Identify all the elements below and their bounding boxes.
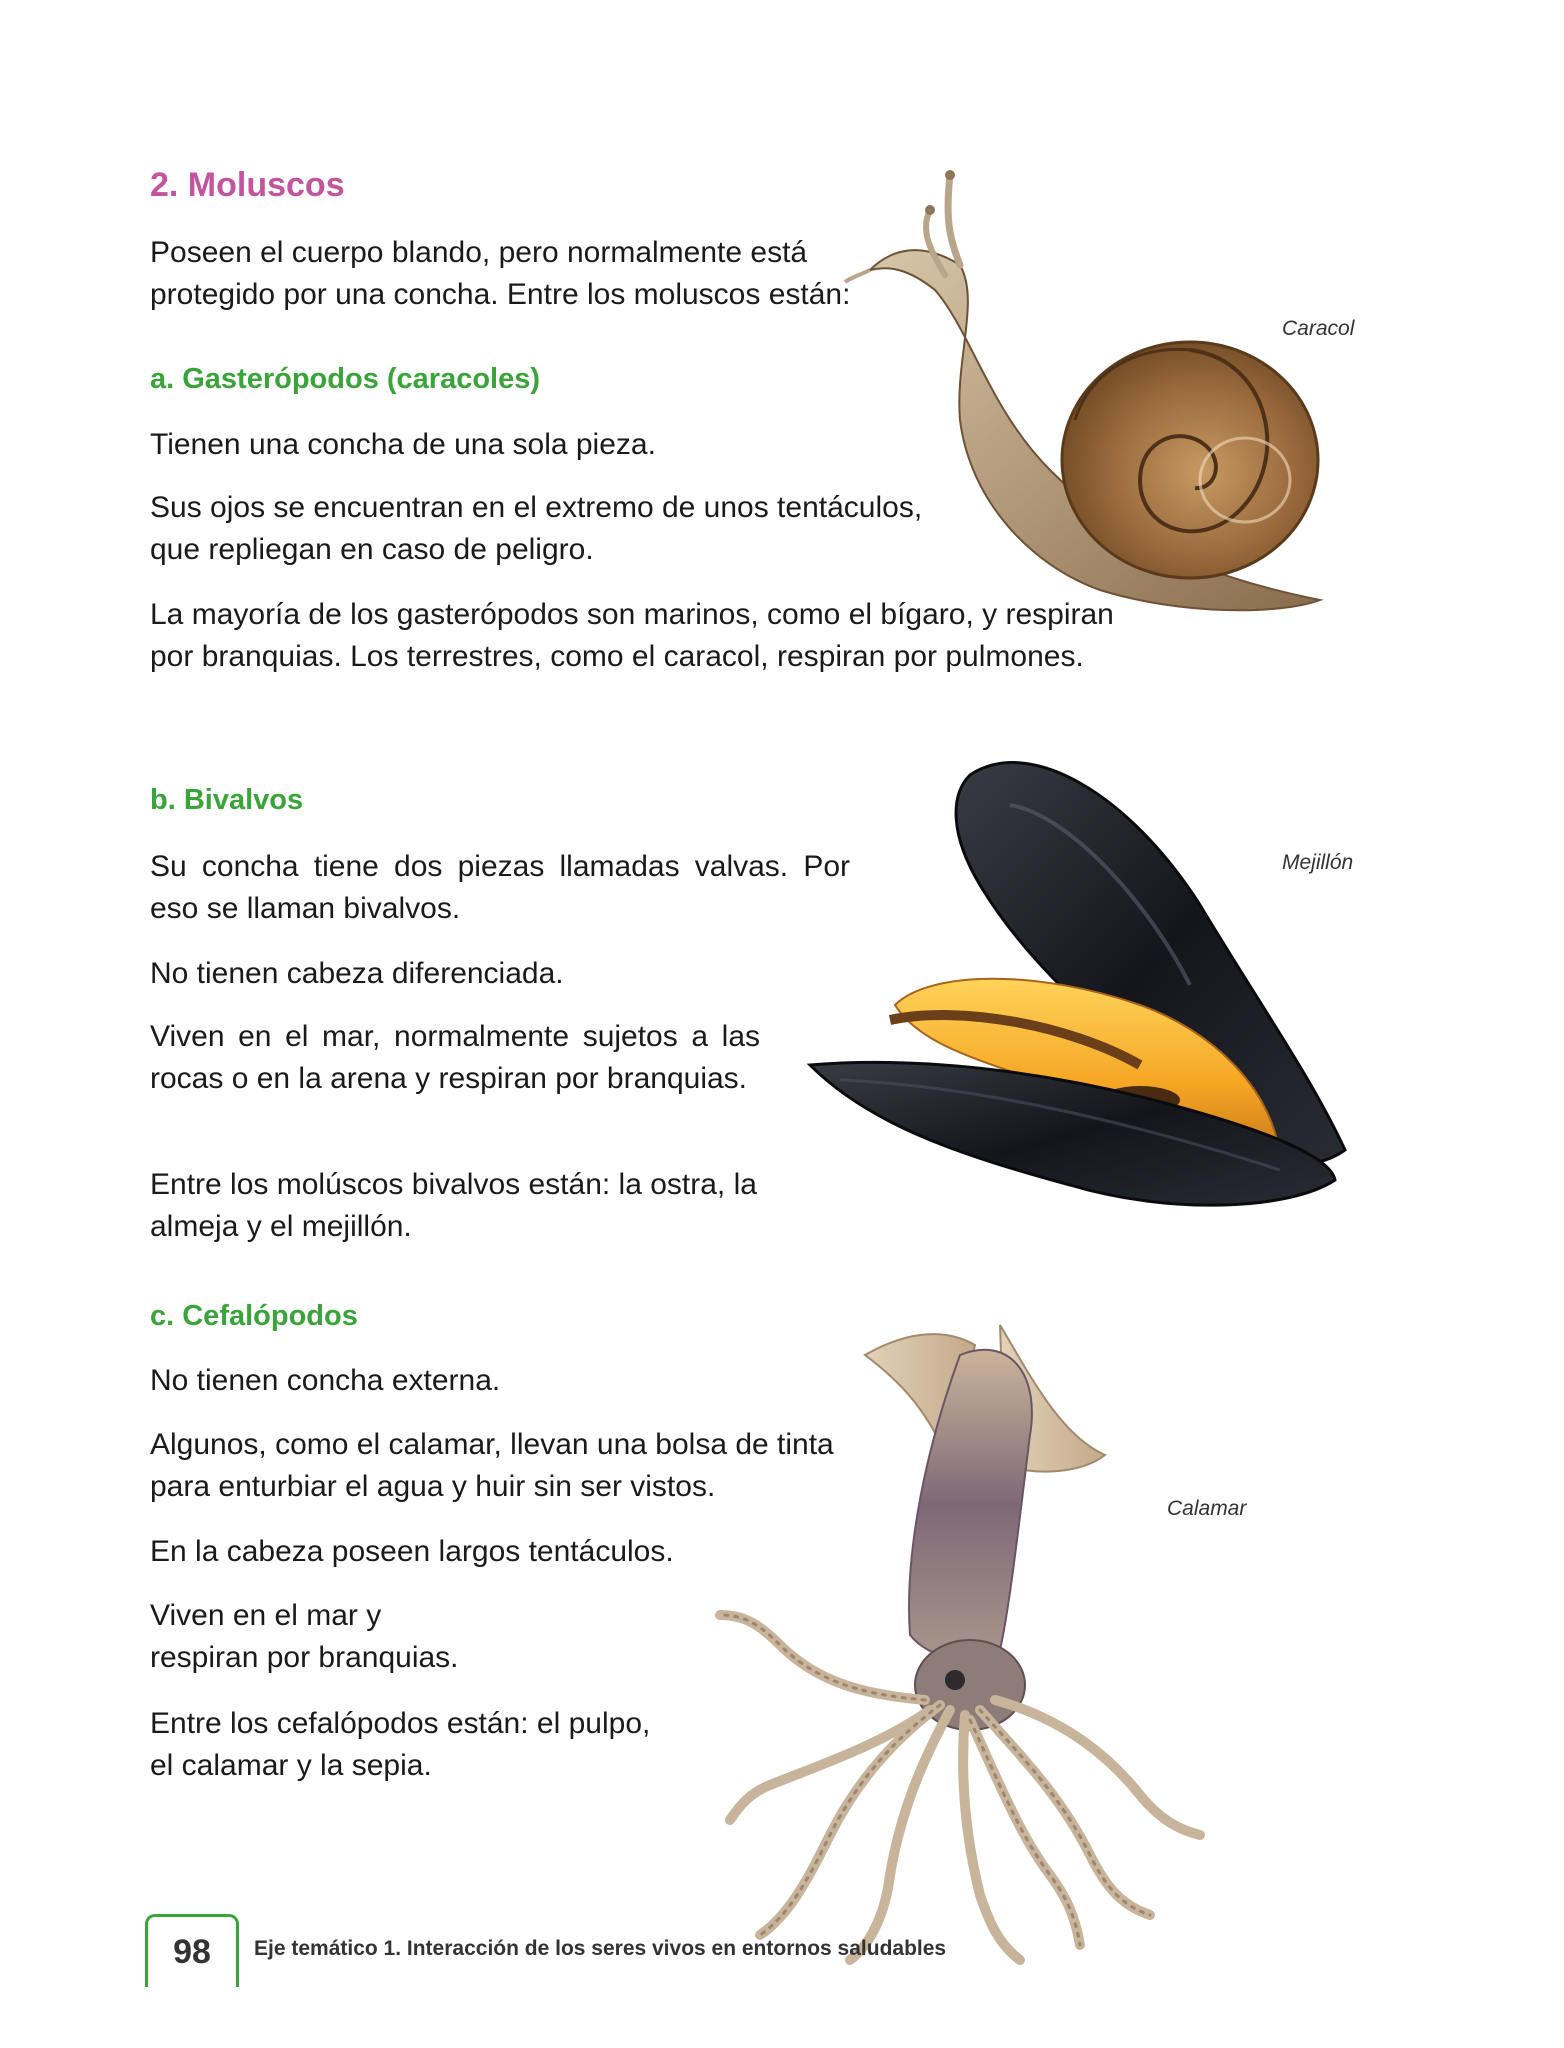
bivalvos-p3: Viven en el mar, normalmente sujetos a las rocas o en la arena y respiran por branquias. [150, 1020, 760, 1095]
caption-caracol: Caracol [1282, 317, 1355, 340]
cefalopodos-title: c. Cefalópodos [150, 1300, 358, 1332]
cefalopodos-p3: En la cabeza poseen largos tentáculos. [150, 1535, 674, 1568]
mussel-image [810, 755, 1370, 1255]
section-title: 2. Moluscos [150, 166, 345, 204]
page-number: 98 [145, 1914, 239, 1987]
gasteropodos-p2: Sus ojos se encuentran en el extremo de unos tentáculos, que repliegan en caso de peligro. [150, 491, 923, 566]
section-intro: Poseen el cuerpo blando, pero normalmente está protegido por una concha. Entre los moluscos están: [150, 236, 851, 311]
gasteropodos-title: a. Gasterópodos (caracoles) [150, 363, 541, 395]
bivalvos-p1: Su concha tiene dos piezas llamadas valvas. Por eso se llaman bivalvos. [150, 850, 850, 925]
squid-image [700, 1315, 1220, 1975]
cefalopodos-p1: No tienen concha externa. [150, 1364, 501, 1397]
caption-mejillon: Mejillón [1282, 851, 1354, 874]
cefalopodos-p4: Viven en el mar y respiran por branquias. [150, 1599, 459, 1674]
footer-text: Eje temático 1. Interacción de los seres vivos en entornos saludables [254, 1937, 947, 1960]
cefalopodos-p5: Entre los cefalópodos están: el pulpo, el calamar y la sepia. [150, 1707, 651, 1782]
bivalvos-title: b. Bivalvos [150, 784, 304, 816]
snail-image [850, 170, 1320, 620]
gasteropodos-p3: La mayoría de los gasterópodos son marinos, como el bígaro, y respiran por branquias. Los terrestres, como el caracol, respiran por pulmones. [150, 598, 1114, 673]
gasteropodos-p1: Tienen una concha de una sola pieza. [150, 428, 656, 461]
bivalvos-p4: Entre los molúscos bivalvos están: la ostra, la almeja y el mejillón. [150, 1168, 757, 1243]
caption-calamar: Calamar [1167, 1497, 1247, 1520]
cefalopodos-p2: Algunos, como el calamar, llevan una bolsa de tinta para enturbiar el agua y huir sin ser vistos. [150, 1428, 834, 1503]
bivalvos-p2: No tienen cabeza diferenciada. [150, 957, 564, 990]
